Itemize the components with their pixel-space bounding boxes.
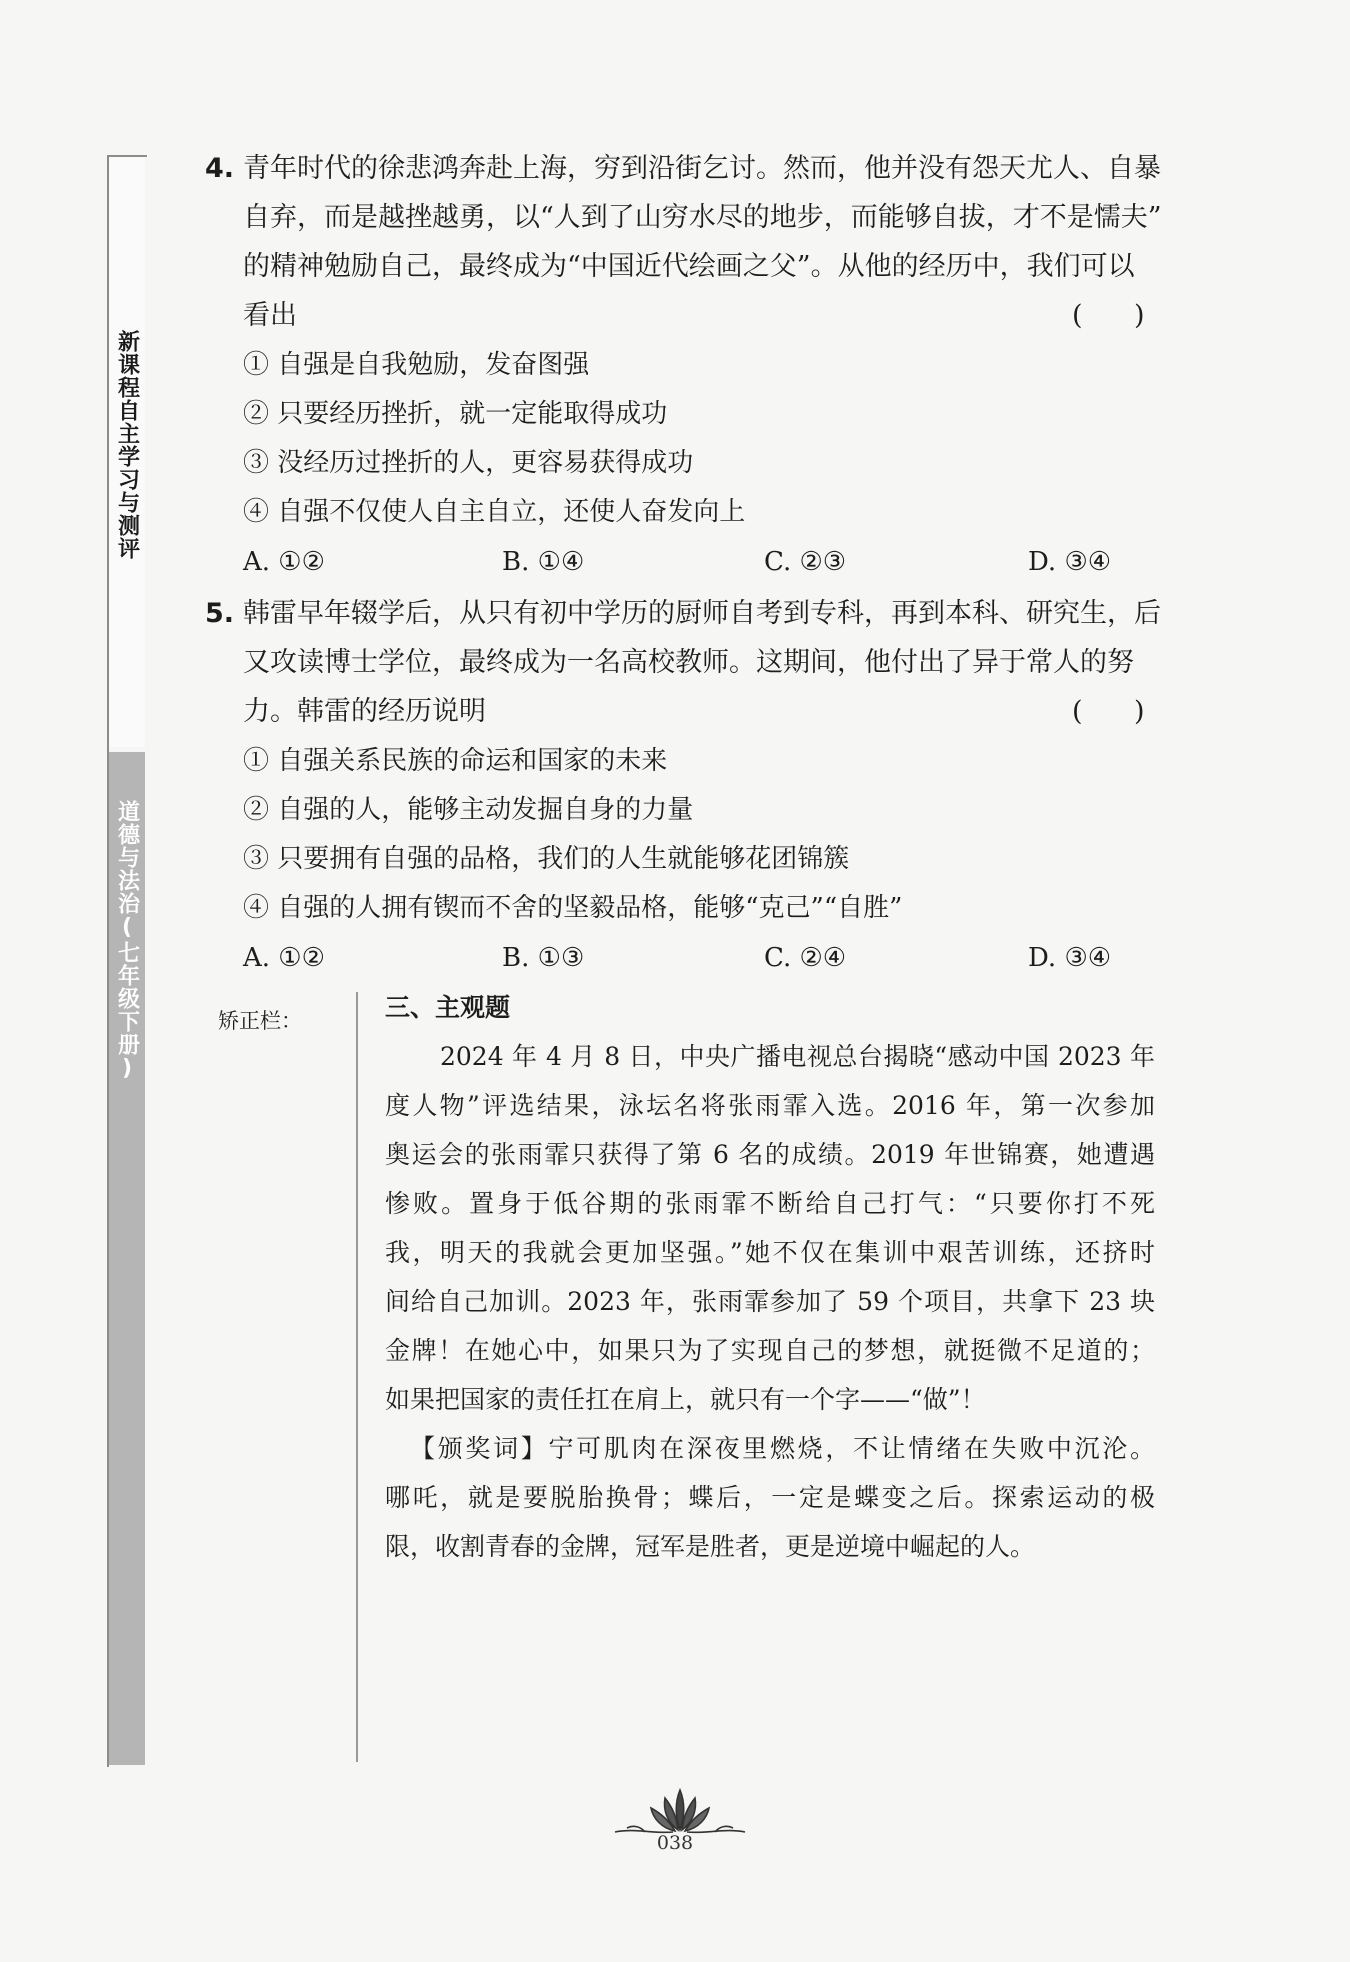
question-4-number: 4. [205, 153, 235, 184]
paragraph-1-line-4: 惨败。置身于低谷期的张雨霏不断给自己打气：“只要你打不死 [385, 1189, 1155, 1218]
question-4-choice-d: D. ③④ [1028, 547, 1112, 577]
question-4-line-4: 看出 [243, 300, 297, 331]
question-4-choice-a: A. ①② [243, 547, 325, 577]
question-5-choice-b: B. ①③ [502, 943, 585, 973]
question-5-answer-blank: ( ) [1072, 696, 1145, 727]
paragraph-2-line-1: 【颁奖词】宁可肌肉在深夜里燃烧，不让情绪在失败中沉沦。 [410, 1434, 1155, 1463]
question-5-number: 5. [205, 598, 235, 629]
correction-column-label: 矫正栏： [218, 1009, 302, 1033]
question-4-line-2: 自弃，而是越挫越勇，以“人到了山穷水尽的地步，而能够自拔，才不是懦夫” [243, 202, 1162, 233]
paragraph-1-line-6: 间给自己加训。2023 年，张雨霏参加了 59 个项目，共拿下 23 块 [385, 1287, 1155, 1316]
paragraph-1-line-7: 金牌！在她心中，如果只为了实现自己的梦想，就挺微不足道的； [385, 1336, 1155, 1365]
paragraph-1-line-1: 2024 年 4 月 8 日，中央广播电视总台揭晓“感动中国 2023 年 [440, 1042, 1155, 1071]
question-4-choice-b: B. ①④ [502, 547, 585, 577]
paragraph-2-line-3: 限，收割青春的金牌，冠军是胜者，更是逆境中崛起的人。 [385, 1532, 1036, 1561]
section-title: 三、主观题 [385, 993, 511, 1022]
correction-column-divider [356, 992, 358, 1762]
question-5-choice-a: A. ①② [243, 943, 325, 973]
paragraph-1-line-2: 度人物”评选结果，泳坛名将张雨霏入选。2016 年，第一次参加 [385, 1091, 1155, 1120]
question-5-choice-c: C. ②④ [764, 943, 847, 973]
question-4-option-2: ② 只要经历挫折，就一定能取得成功 [243, 399, 668, 429]
question-4-option-3: ③ 没经历过挫折的人，更容易获得成功 [243, 448, 694, 478]
question-5-line-2: 又攻读博士学位，最终成为一名高校教师。这期间，他付出了异于常人的努 [243, 647, 1134, 678]
question-4-choice-c: C. ②③ [764, 547, 847, 577]
question-4-line-1: 青年时代的徐悲鸿奔赴上海，穷到沿街乞讨。然而，他并没有怨天尤人、自暴 [243, 153, 1161, 184]
question-5-line-3: 力。韩雷的经历说明 [243, 696, 486, 727]
paragraph-1-line-5: 我，明天的我就会更加坚强。”她不仅在集训中艰苦训练，还挤时 [385, 1238, 1155, 1267]
paragraph-1-line-3: 奥运会的张雨霏只获得了第 6 名的成绩。2019 年世锦赛，她遭遇 [385, 1140, 1155, 1169]
question-5-option-2: ② 自强的人，能够主动发掘自身的力量 [243, 795, 694, 825]
question-5-option-3: ③ 只要拥有自强的品格，我们的人生就能够花团锦簇 [243, 844, 850, 874]
question-4-answer-blank: ( ) [1072, 300, 1145, 331]
question-4-line-3: 的精神勉励自己，最终成为“中国近代绘画之父”。从他的经历中，我们可以 [243, 251, 1135, 282]
question-5-line-1: 韩雷早年辍学后，从只有初中学历的厨师自考到专科，再到本科、研究生，后 [243, 598, 1161, 629]
question-4-option-4: ④ 自强不仅使人自主自立，还使人奋发向上 [243, 497, 746, 527]
question-4-option-1: ① 自强是自我勉励，发奋图强 [243, 350, 590, 380]
page-number: 038 [656, 1832, 694, 1854]
paragraph-1-line-8: 如果把国家的责任扛在肩上，就只有一个字——“做”！ [385, 1385, 986, 1414]
side-tab-subject: 道德与法治(七年级下册) [114, 800, 140, 1082]
side-tab-book-series: 新课程自主学习与测评 [114, 330, 140, 560]
question-5-choice-d: D. ③④ [1028, 943, 1112, 973]
question-5-option-1: ① 自强关系民族的命运和国家的未来 [243, 746, 668, 776]
question-5-option-4: ④ 自强的人拥有锲而不舍的坚毅品格，能够“克己”“自胜” [243, 893, 903, 923]
paragraph-2-line-2: 哪吒，就是要脱胎换骨；蝶后，一定是蝶变之后。探索运动的极 [385, 1483, 1155, 1512]
